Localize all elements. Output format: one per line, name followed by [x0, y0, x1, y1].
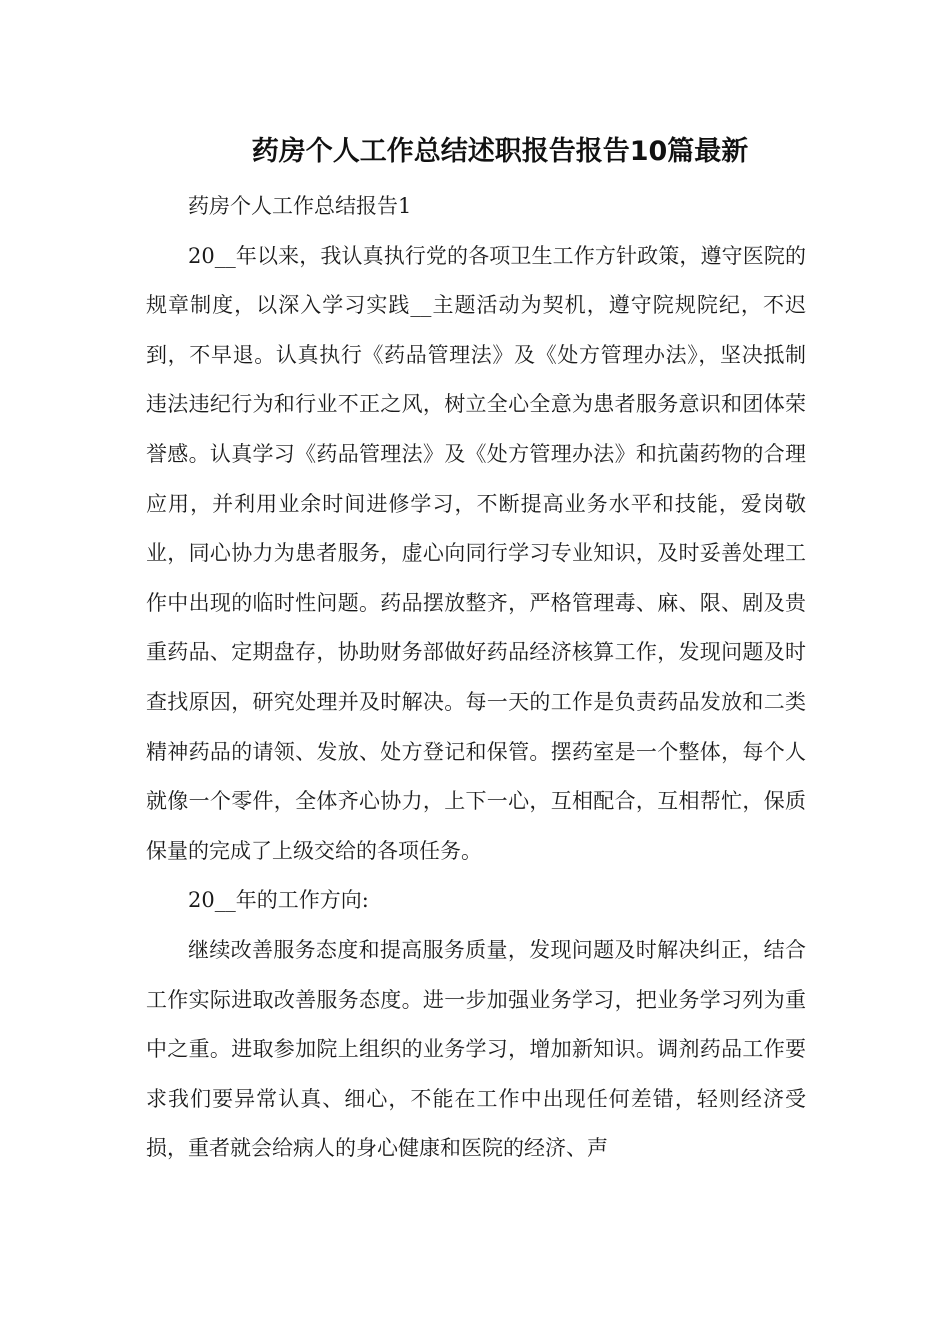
document-title: 药房个人工作总结述职报告报告10篇最新	[251, 136, 749, 167]
body-paragraph: 20__年以来，我认真执行党的各项卫生工作方针政策，遵守医院的规章制度，以深入学习实践__主题活动为契机，遵守院规院纪，不迟到，不早退。认真执行《药品管理法》及《处方管理办法》，坚决抵制违法违纪行为和行业不正之风，树立全心全意为患者服务意识和团体荣誉感。认真学习《药品管理法》及《处方管理办法》和抗菌药物的合理应用，并利用业余时间进修学习，不断提高业务水平和技能，爱岗敬业，同心协力为患者服务，虚心向同行学习专业知识，及时妥善处理工作中出现的临时性问题。药品摆放整齐，严格管理毒、麻、限、剧及贵重药品、定期盘存，协助财务部做好药品经济核算工作，发现问题及时查找原因，研究处理并及时解决。每一天的工作是负责药品发放和二类精神药品的请领、发放、处方登记和保管。摆药室是一个整体，每个人就像一个零件，全体齐心协力，上下一心，互相配合，互相帮忙，保质保量的完成了上级交给的各项任务。	[146, 243, 806, 863]
document-body	[146, 182, 806, 1174]
section-heading: 药房个人工作总结报告1	[188, 194, 412, 218]
body-paragraph: 继续改善服务态度和提高服务质量，发现问题及时解决纠正，结合工作实际进取改善服务态度。进一步加强业务学习，把业务学习列为重中之重。进取参加院上组织的业务学习，增加新知识。调剂药品工作要求我们要异常认真、细心，不能在工作中出现任何差错，轻则经济受损，重者就会给病人的身心健康和医院的经济、声	[146, 937, 806, 1161]
section-heading: 20__年的工作方向:	[188, 888, 369, 913]
